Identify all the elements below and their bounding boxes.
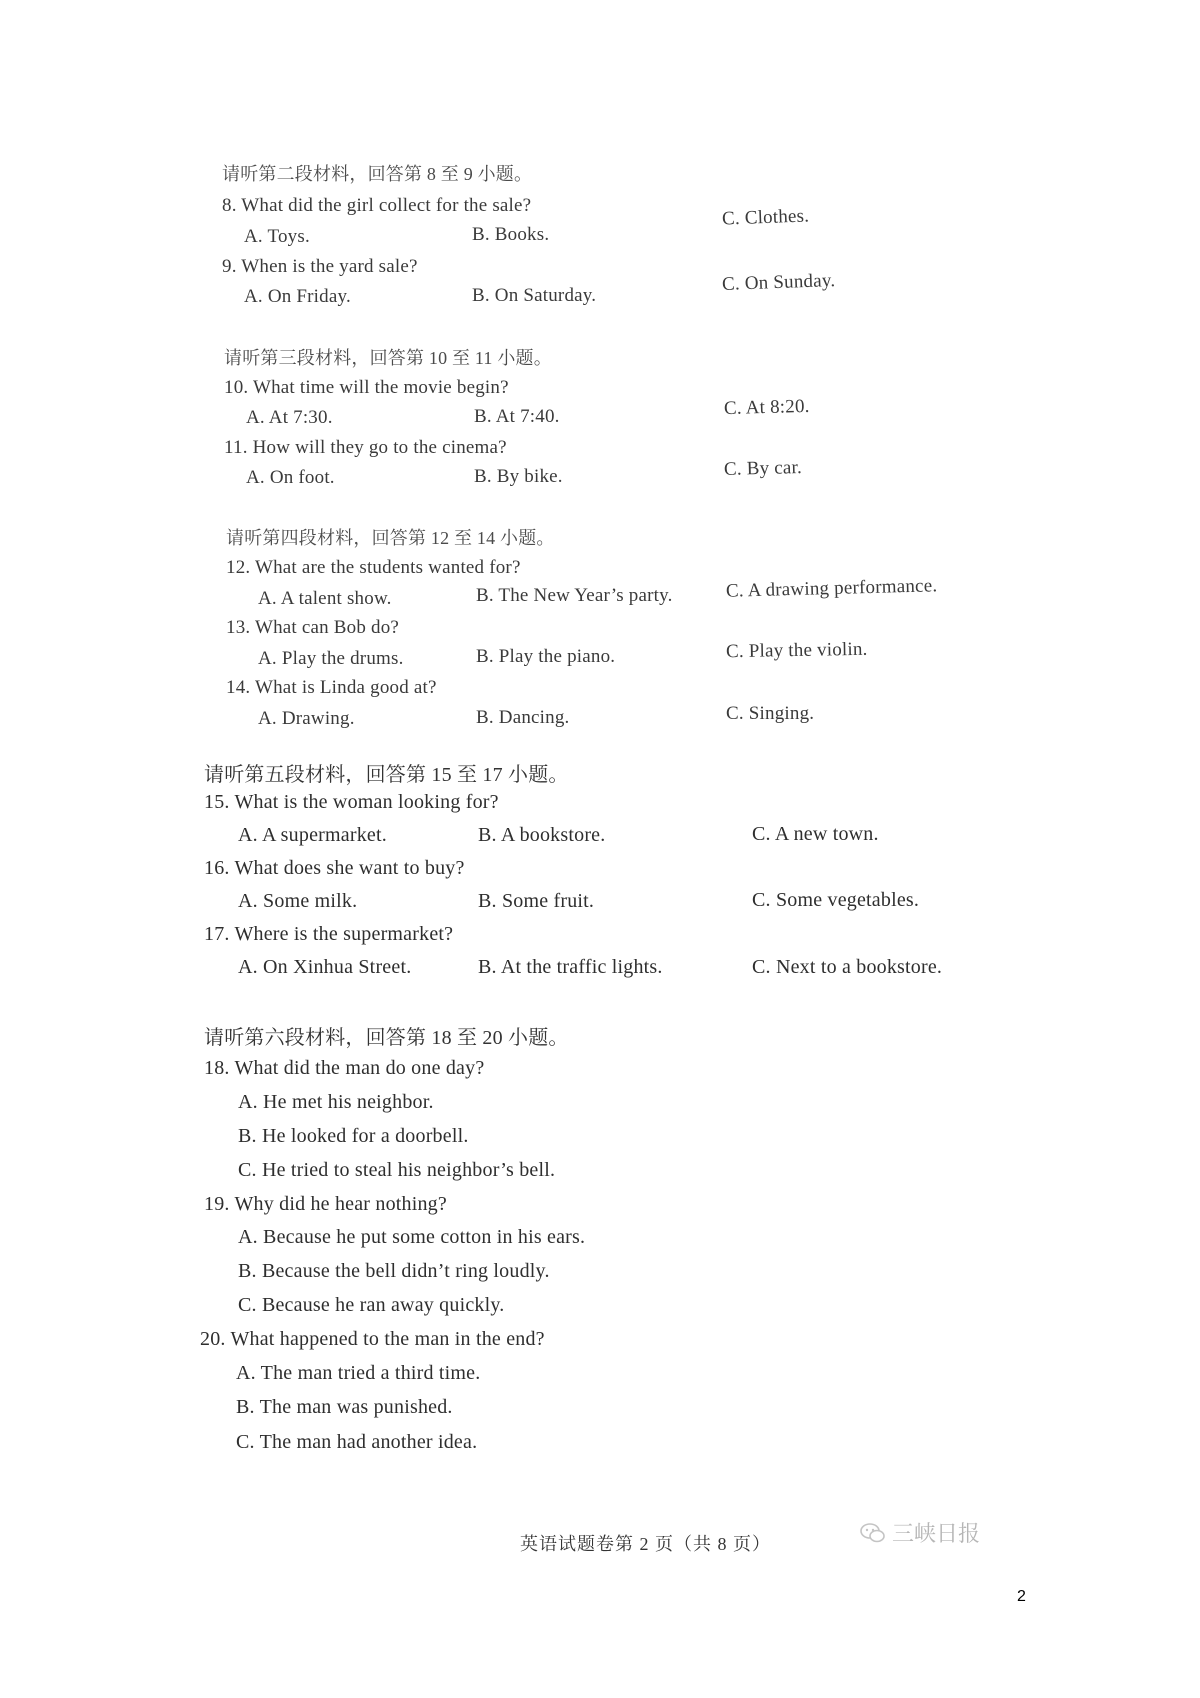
option-b: B. At the traffic lights. [478,956,663,978]
logo-text: 三峡日报 [892,1521,981,1546]
option-a: A. He met his neighbor. [238,1091,434,1113]
option-a: A. Toys. [244,226,310,247]
question-11: 11. How will they go to the cinema? [224,437,507,458]
page-footer: 英语试题卷第 2 页（共 8 页） [520,1534,771,1554]
option-a: A. A supermarket. [238,824,387,846]
option-a: A. On foot. [246,467,335,488]
option-b: B. On Saturday. [472,285,597,306]
section-header: 请听第二段材料，回答第 8 至 9 小题。 [222,164,533,184]
option-b: B. At 7:40. [474,406,560,427]
option-b: B. He looked for a doorbell. [238,1125,469,1147]
question-17: 17. Where is the supermarket? [204,923,454,945]
option-c: C. By car. [723,456,803,481]
option-a: A. Because he put some cotton in his ears. [238,1226,586,1248]
section-header: 请听第五段材料，回答第 15 至 17 小题。 [204,764,569,786]
option-b: B. Some fruit. [478,890,595,912]
option-c: C. Some vegetables. [752,889,920,911]
question-15: 15. What is the woman looking for? [204,791,499,813]
option-c: C. A new town. [752,823,879,845]
question-10: 10. What time will the movie begin? [224,377,509,398]
question-19: 19. Why did he hear nothing? [204,1193,447,1215]
option-c: C. At 8:20. [723,395,810,420]
option-b: B. Dancing. [476,707,570,728]
question-20: 20. What happened to the man in the end? [200,1328,545,1350]
option-b: B. A bookstore. [478,824,606,846]
question-13: 13. What can Bob do? [226,617,400,638]
option-a: A. Some milk. [238,890,358,912]
option-b: B. The New Year’s party. [476,585,673,606]
option-b: B. The man was punished. [236,1396,453,1418]
option-c: C. Because he ran away quickly. [238,1294,505,1316]
option-a: A. Play the drums. [258,648,404,669]
option-a: A. On Friday. [244,286,351,307]
option-a: A. Drawing. [258,708,355,729]
question-18: 18. What did the man do one day? [204,1057,485,1079]
section-header: 请听第六段材料，回答第 18 至 20 小题。 [204,1027,569,1049]
section-header: 请听第四段材料，回答第 12 至 14 小题。 [226,528,555,548]
option-a: A. At 7:30. [246,407,333,428]
question-12: 12. What are the students wanted for? [226,557,521,578]
option-c: C. Clothes. [721,205,810,230]
question-8: 8. What did the girl collect for the sale? [222,195,532,216]
newspaper-logo [860,1517,980,1548]
wechat-icon [860,1522,886,1544]
option-a: A. The man tried a third time. [236,1362,481,1384]
option-c: C. Next to a bookstore. [752,956,943,978]
option-c: C. The man had another idea. [236,1431,478,1453]
option-b: B. Play the piano. [476,646,616,667]
option-c: C. On Sunday. [721,270,836,295]
option-c: C. A drawing performance. [725,575,938,602]
option-c: C. He tried to steal his neighbor’s bell. [238,1159,556,1181]
page-number: 2 [1017,1588,1026,1605]
option-c: C. Play the violin. [725,638,868,663]
option-b: B. By bike. [474,466,563,487]
question-16: 16. What does she want to buy? [204,857,465,879]
question-14: 14. What is Linda good at? [226,677,437,698]
option-b: B. Books. [472,224,550,245]
question-9: 9. When is the yard sale? [222,256,418,277]
option-a: A. A talent show. [258,588,392,609]
option-b: B. Because the bell didn’t ring loudly. [238,1260,550,1282]
option-c: C. Singing. [726,703,815,724]
option-a: A. On Xinhua Street. [238,956,412,978]
section-header: 请听第三段材料，回答第 10 至 11 小题。 [224,348,552,368]
